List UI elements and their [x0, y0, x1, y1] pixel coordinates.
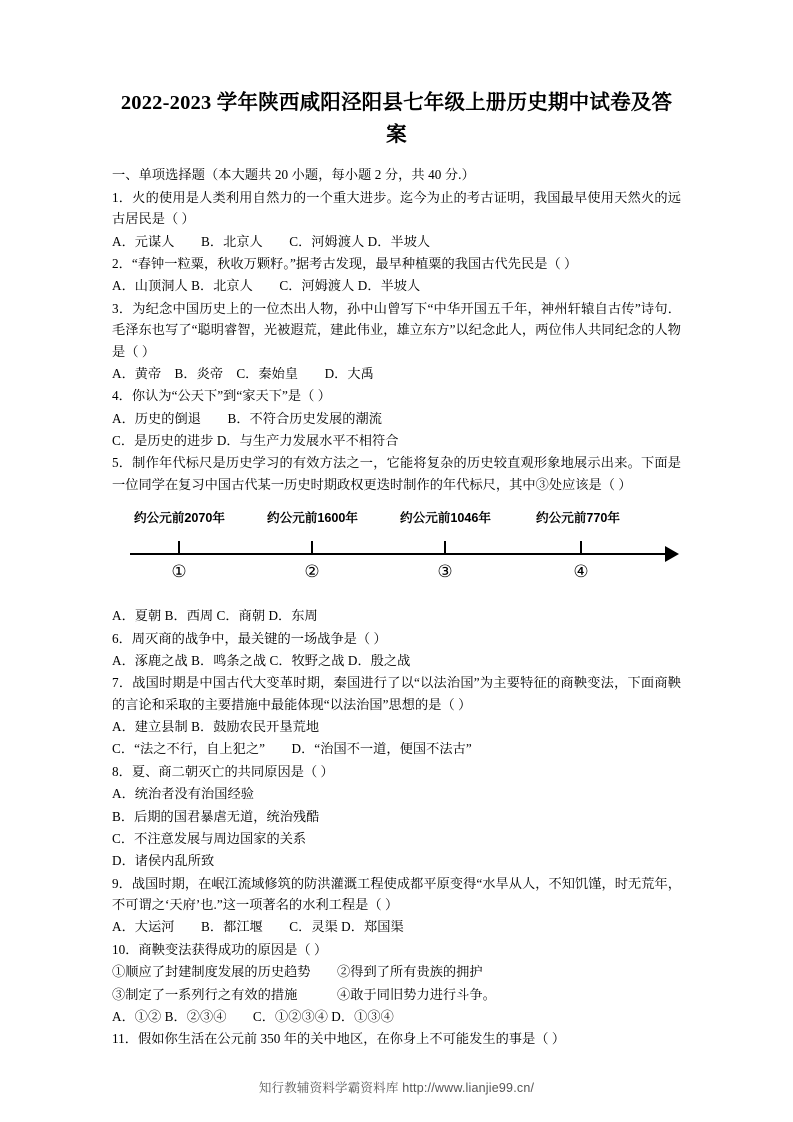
timeline-labels: [112, 507, 681, 529]
question-options-8b: B．后期的国君暴虐无道，统治残酷: [112, 808, 320, 824]
timeline-mark-2: ②: [304, 562, 320, 582]
question-options-7b: C．“法之不行，自上犯之” D．“治国不一道，便国不法古”: [112, 741, 472, 757]
question-options-1: A．元谋人 B．北京人 C．河姆渡人 D．半坡人: [112, 233, 431, 249]
timeline-mark-1: ①: [171, 562, 187, 582]
question-options-10c: A．①② B．②③④ C．①②③④ D．①③④: [112, 1008, 394, 1024]
question-options-10b: ③制定了一系列行之有效的措施 ④敢于同旧势力进行斗争。: [112, 986, 496, 1002]
question-options-6: A．涿鹿之战 B．鸣条之战 C．牧野之战 D．殷之战: [112, 652, 411, 668]
question-stem-5: 5．制作年代标尺是历史学习的有效方法之一，它能将复杂的历史较直观形象地展示出来。下面是一位同学在复习中国古代某一历史时期政权更迭时制作的年代标尺，其中③处应该是（ ）: [112, 455, 681, 492]
question-stem-7: 7．战国时期是中国古代大变革时期，秦国进行了以“以法治国”为主要特征的商鞅变法，下面商鞅的言论和采取的主要措施中最能体现“以法治国”思想的是（ ）: [112, 675, 681, 712]
question-stem-10: 10．商鞅变法获得成功的原因是（ ）: [112, 941, 328, 957]
timeline-mark-4: ④: [573, 562, 589, 582]
question-options-5: A．夏朝 B．西周 C．商朝 D．东周: [112, 608, 318, 624]
question-options-4b: C．是历史的进步 D．与生产力发展水平不相符合: [112, 433, 399, 449]
timeline-mark-3: ③: [437, 562, 453, 582]
question-stem-2: 2．“春钟一粒粟，秋收万颗籽。”据考古发现，最早种植粟的我国古代先民是（ ）: [112, 256, 578, 272]
timeline-tick-3: [444, 541, 446, 554]
timeline-marks: [112, 563, 681, 589]
question-options-2: A．山顶洞人 B．北京人 C．河姆渡人 D．半坡人: [112, 278, 421, 294]
question-options-8a: A．统治者没有治国经验: [112, 786, 254, 802]
page-footer: 知行教辅资料学霸资料库 http://www.lianjie99.cn/: [258, 1081, 535, 1095]
question-stem-4: 4．你认为“公天下”到“家天下”是（ ）: [112, 388, 331, 404]
question-options-8d: D．诸侯内乱所致: [112, 853, 215, 869]
question-options-9: A．大运河 B．都江堰 C．灵渠 D．郑国渠: [112, 919, 404, 935]
question-options-10a: ①顺应了封建制度发展的历史趋势 ②得到了所有贵族的拥护: [112, 964, 483, 980]
timeline-label-3: 约公元前1046年: [400, 511, 491, 526]
question-options-3: A．黄帝 B．炎帝 C．秦始皇 D．大禹: [112, 365, 374, 381]
timeline-tick-2: [311, 541, 313, 554]
question-stem-9: 9．战国时期，在岷江流域修筑的防洪灌溉工程使成都平原变得“水旱从人，不知饥馑，时无荒年，不可谓之‘天府’也.”这一项著名的水利工程是（ ）: [112, 875, 681, 913]
question-stem-1: 1．火的使用是人类利用自然力的一个重大进步。迄今为止的考古证明，我国最早使用天然火的远古居民是（ ）: [112, 189, 681, 227]
section-heading: 一、单项选择题（本大题共 20 小题，每小题 2 分，共 40 分.）: [112, 166, 475, 182]
timeline-label-2: 约公元前1600年: [267, 511, 358, 526]
question-stem-6: 6．周灭商的战争中，最关键的一场战争是（ ）: [112, 630, 387, 646]
timeline-ticks: [112, 541, 681, 555]
question-stem-11: 11．假如你生活在公元前 350 年的关中地区，在你身上不可能发生的事是（ ）: [112, 1031, 566, 1047]
timeline-label-4: 约公元前770年: [536, 511, 620, 526]
page-title: 2022-2023 学年陕西咸阳泾阳县七年级上册历史期中试卷及答案: [120, 92, 673, 146]
question-stem-8: 8．夏、商二朝灭亡的共同原因是（ ）: [112, 763, 334, 779]
question-options-7a: A．建立县制 B．鼓励农民开垦荒地: [112, 719, 320, 735]
question-options-8c: C．不注意发展与周边国家的关系: [112, 830, 307, 846]
timeline-label-1: 约公元前2070年: [134, 511, 225, 526]
timeline-tick-1: [178, 541, 180, 554]
question-options-4a: A．历史的倒退 B．不符合历史发展的潮流: [112, 410, 382, 426]
timeline-figure: [112, 507, 681, 599]
timeline-tick-4: [580, 541, 582, 554]
question-stem-3: 3．为纪念中国历史上的一位杰出人物，孙中山曾写下“中华开国五千年，神州轩辕自古传”诗句．毛泽东也写了“聪明睿智，光被遐荒，建此伟业，雄立东方”以纪念此人，两位伟人共同纪念的人物是（ ）: [112, 300, 681, 359]
